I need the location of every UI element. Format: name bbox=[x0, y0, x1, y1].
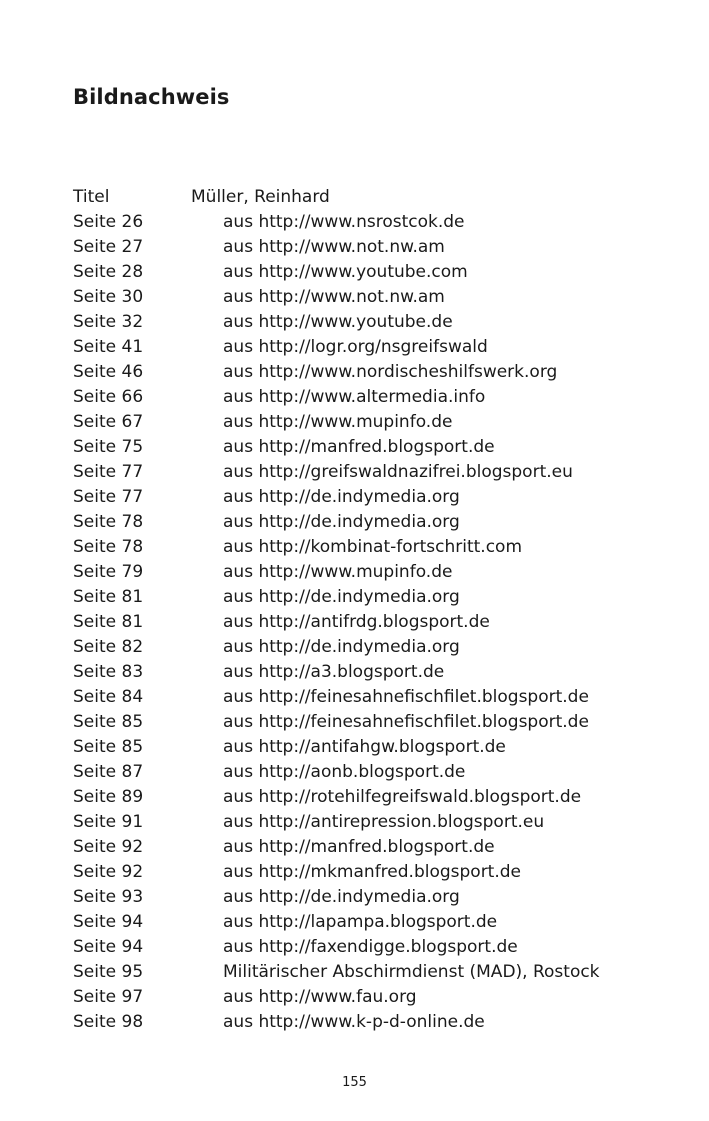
credit-row bbox=[73, 510, 693, 535]
credit-source: aus http://www.k-p-d-online.de bbox=[223, 1012, 485, 1032]
credit-row bbox=[73, 710, 693, 735]
credit-source: aus http://kombinat-fortschritt.com bbox=[223, 537, 523, 557]
credit-source: aus http://de.indymedia.org bbox=[223, 487, 460, 507]
credit-label: Seite 98 bbox=[73, 1012, 144, 1032]
credit-source: aus http://antirepression.blogsport.eu bbox=[223, 812, 545, 832]
credit-row bbox=[73, 435, 693, 460]
credit-source: aus http://www.youtube.de bbox=[223, 312, 453, 332]
credit-label: Seite 77 bbox=[73, 487, 144, 507]
credits-list bbox=[73, 185, 693, 1035]
credit-label: Seite 67 bbox=[73, 412, 144, 432]
credit-row bbox=[73, 835, 693, 860]
credit-row bbox=[73, 1010, 693, 1035]
credit-source: aus http://www.mupinfo.de bbox=[223, 412, 453, 432]
credit-row bbox=[73, 410, 693, 435]
credit-label: Seite 85 bbox=[73, 737, 144, 757]
credit-source: aus http://a3.blogsport.de bbox=[223, 662, 445, 682]
credit-label: Seite 78 bbox=[73, 512, 144, 532]
credit-row bbox=[73, 285, 693, 310]
credit-source: aus http://mkmanfred.blogsport.de bbox=[223, 862, 522, 882]
credit-label: Seite 27 bbox=[73, 237, 144, 257]
credit-source: aus http://manfred.blogsport.de bbox=[223, 437, 495, 457]
credit-label: Seite 94 bbox=[73, 912, 144, 932]
credit-row bbox=[73, 360, 693, 385]
credit-label: Seite 92 bbox=[73, 837, 144, 857]
credit-label: Seite 81 bbox=[73, 587, 144, 607]
credit-row bbox=[73, 810, 693, 835]
credit-source: aus http://feinesahnefischfilet.blogsport.de bbox=[223, 687, 589, 707]
credit-label: Seite 79 bbox=[73, 562, 144, 582]
credit-row-title bbox=[73, 185, 693, 210]
credit-source: aus http://lapampa.blogsport.de bbox=[223, 912, 498, 932]
credit-row bbox=[73, 485, 693, 510]
credit-row bbox=[73, 535, 693, 560]
credit-source: aus http://manfred.blogsport.de bbox=[223, 837, 495, 857]
credit-label: Seite 84 bbox=[73, 687, 144, 707]
credit-label: Seite 87 bbox=[73, 762, 144, 782]
credit-row bbox=[73, 685, 693, 710]
credit-row bbox=[73, 860, 693, 885]
credit-label: Titel bbox=[73, 187, 110, 207]
credit-source: aus http://de.indymedia.org bbox=[223, 512, 460, 532]
credit-label: Seite 82 bbox=[73, 637, 144, 657]
credit-source: Müller, Reinhard bbox=[191, 187, 330, 207]
credit-source: aus http://rotehilfegreifswald.blogsport.de bbox=[223, 787, 582, 807]
credit-label: Seite 95 bbox=[73, 962, 144, 982]
credit-label: Seite 78 bbox=[73, 537, 144, 557]
credit-source: aus http://www.fau.org bbox=[223, 987, 417, 1007]
page-number: 155 bbox=[342, 1075, 367, 1090]
credit-row bbox=[73, 235, 693, 260]
credit-row bbox=[73, 885, 693, 910]
credit-row bbox=[73, 385, 693, 410]
credit-row bbox=[73, 560, 693, 585]
credit-source: aus http://www.not.nw.am bbox=[223, 237, 445, 257]
credit-row bbox=[73, 735, 693, 760]
credit-source: aus http://www.mupinfo.de bbox=[223, 562, 453, 582]
credit-label: Seite 91 bbox=[73, 812, 144, 832]
credit-row bbox=[73, 610, 693, 635]
credit-source: aus http://www.nsrostcok.de bbox=[223, 212, 465, 232]
credit-label: Seite 81 bbox=[73, 612, 144, 632]
credit-label: Seite 83 bbox=[73, 662, 144, 682]
credit-source: aus http://faxendigge.blogsport.de bbox=[223, 937, 518, 957]
credit-label: Seite 26 bbox=[73, 212, 144, 232]
credit-row bbox=[73, 910, 693, 935]
credit-source: aus http://antifahgw.blogsport.de bbox=[223, 737, 506, 757]
credit-row bbox=[73, 960, 693, 985]
credit-source: aus http://www.nordischeshilfswerk.org bbox=[223, 362, 558, 382]
credit-row bbox=[73, 985, 693, 1010]
credit-source: aus http://www.not.nw.am bbox=[223, 287, 445, 307]
credit-label: Seite 97 bbox=[73, 987, 144, 1007]
credit-label: Seite 30 bbox=[73, 287, 144, 307]
credit-label: Seite 41 bbox=[73, 337, 144, 357]
credit-label: Seite 32 bbox=[73, 312, 144, 332]
credit-label: Seite 92 bbox=[73, 862, 144, 882]
credit-row bbox=[73, 935, 693, 960]
credit-row bbox=[73, 460, 693, 485]
credit-source: aus http://logr.org/nsgreifswald bbox=[223, 337, 488, 357]
credit-label: Seite 28 bbox=[73, 262, 144, 282]
credit-row bbox=[73, 210, 693, 235]
credit-source: aus http://de.indymedia.org bbox=[223, 637, 460, 657]
credit-row bbox=[73, 260, 693, 285]
credit-source: aus http://www.altermedia.info bbox=[223, 387, 486, 407]
credit-label: Seite 75 bbox=[73, 437, 144, 457]
credit-row bbox=[73, 660, 693, 685]
credit-source: aus http://de.indymedia.org bbox=[223, 587, 460, 607]
credit-row bbox=[73, 310, 693, 335]
credit-source: aus http://www.youtube.com bbox=[223, 262, 468, 282]
credit-label: Seite 89 bbox=[73, 787, 144, 807]
credit-source: aus http://aonb.blogsport.de bbox=[223, 762, 466, 782]
credit-source: aus http://greifswaldnazifrei.blogsport.eu bbox=[223, 462, 573, 482]
credit-source: aus http://antifrdg.blogsport.de bbox=[223, 612, 490, 632]
credit-label: Seite 77 bbox=[73, 462, 144, 482]
credit-source: aus http://de.indymedia.org bbox=[223, 887, 460, 907]
credit-row bbox=[73, 585, 693, 610]
credit-source: Militärischer Abschirmdienst (MAD), Rostock bbox=[223, 962, 600, 982]
credit-label: Seite 93 bbox=[73, 887, 144, 907]
credit-row bbox=[73, 760, 693, 785]
credit-label: Seite 94 bbox=[73, 937, 144, 957]
credit-row bbox=[73, 335, 693, 360]
credit-source: aus http://feinesahnefischfilet.blogsport.de bbox=[223, 712, 589, 732]
page-heading: Bildnachweis bbox=[73, 85, 230, 109]
credit-row bbox=[73, 635, 693, 660]
credit-label: Seite 46 bbox=[73, 362, 144, 382]
credit-label: Seite 66 bbox=[73, 387, 144, 407]
credit-label: Seite 85 bbox=[73, 712, 144, 732]
credit-row bbox=[73, 785, 693, 810]
